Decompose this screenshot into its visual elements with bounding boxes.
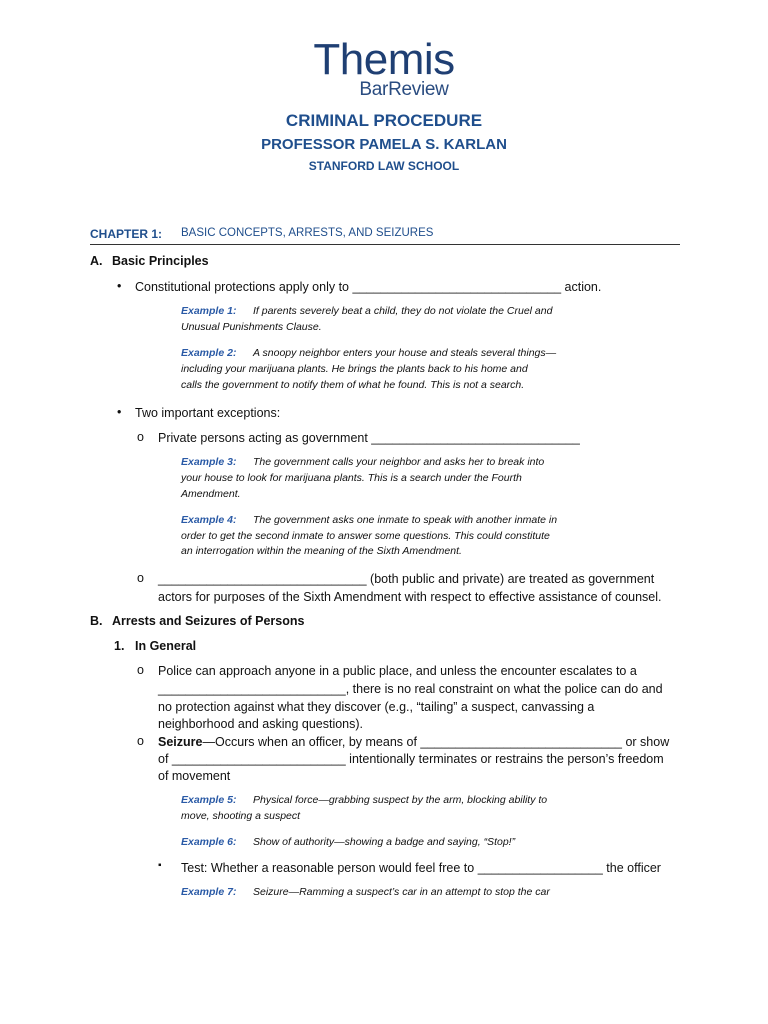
circle-bullet-glyph: o xyxy=(137,430,144,444)
subsection-1-marker: 1. xyxy=(114,639,125,653)
square-bullet-glyph: ▪ xyxy=(158,860,162,871)
paragraph-seizure xyxy=(158,734,669,752)
example-4-line-3: an interrogation within the meaning of the Sixth Amendment. xyxy=(181,545,462,557)
example-5 xyxy=(181,793,547,809)
example-4 xyxy=(181,513,557,529)
circle-bullet-glyph: o xyxy=(137,663,144,677)
circle-bullet-glyph: o xyxy=(137,571,144,585)
example-label: Example 7: xyxy=(181,886,237,898)
example-5-line-2: move, shooting a suspect xyxy=(181,810,301,822)
school-name: STANFORD LAW SCHOOL xyxy=(308,159,460,173)
sub-bullet-public-private: ______________________________ (both public and private) are treated as government xyxy=(158,572,655,586)
paragraph-police-approach-line-2: ___________________________, there is no real constraint on what the police can do and xyxy=(158,682,663,696)
logo-wordmark: Themis xyxy=(313,35,455,84)
example-6 xyxy=(181,835,515,851)
example-3-line-2: your house to look for marijuana plants. This is a search under the Fourth xyxy=(181,472,522,484)
example-2 xyxy=(181,346,556,362)
bullet-glyph: • xyxy=(117,279,122,293)
paragraph-police-approach-line-4: neighborhood and asking questions). xyxy=(158,717,364,731)
example-label: Example 1: xyxy=(181,305,237,317)
paragraph-seizure-line-3: of movement xyxy=(158,769,231,783)
example-7 xyxy=(181,885,550,901)
example-4-line-2: order to get the second inmate to answer some questions. This could constitute xyxy=(181,530,550,542)
term-seizure: Seizure xyxy=(158,735,203,749)
chapter-title: BASIC CONCEPTS, ARRESTS, AND SEIZURES xyxy=(181,227,434,239)
author-name: PROFESSOR PAMELA S. KARLAN xyxy=(261,136,507,153)
example-label: Example 5: xyxy=(181,794,237,806)
example-1-line-2: Unusual Punishments Clause. xyxy=(181,321,322,333)
circle-bullet-glyph: o xyxy=(137,734,144,748)
section-b-heading: Arrests and Seizures of Persons xyxy=(112,614,305,628)
seizure-definition: —Occurs when an officer, by means of _____________________________ or show xyxy=(202,735,670,749)
example-3 xyxy=(181,455,544,471)
bullet-glyph: • xyxy=(117,405,122,419)
paragraph-police-approach: Police can approach anyone in a public place, and unless the encounter escalates to a xyxy=(158,664,637,678)
example-text: The government asks one inmate to speak with another inmate in xyxy=(253,514,558,526)
example-1 xyxy=(181,304,552,320)
section-a-marker: A. xyxy=(90,254,103,268)
section-b-marker: B. xyxy=(90,614,103,628)
example-text: The government calls your neighbor and asks her to break into xyxy=(253,456,545,468)
chapter-heading xyxy=(90,226,680,245)
chapter-number: CHAPTER 1: xyxy=(90,227,163,241)
example-text: If parents severely beat a child, they do not violate the Cruel and xyxy=(253,305,553,317)
example-3-line-3: Amendment. xyxy=(181,488,241,500)
themis-logo xyxy=(0,35,768,100)
example-label: Example 3: xyxy=(181,456,237,468)
example-text: A snoopy neighbor enters your house and steals several things— xyxy=(253,347,557,359)
test-reasonable-person: Test: Whether a reasonable person would feel free to __________________ the officer xyxy=(181,861,661,875)
paragraph-police-approach-line-3: no protection against what they discover (e.g., “tailing” a suspect, canvassing a xyxy=(158,700,595,714)
example-text: Seizure—Ramming a suspect’s car in an attempt to stop the car xyxy=(253,886,550,898)
example-label: Example 4: xyxy=(181,514,237,526)
logo-subtitle: BarReview xyxy=(359,79,449,100)
example-label: Example 6: xyxy=(181,836,237,848)
document-title: CRIMINAL PROCEDURE xyxy=(285,111,483,130)
example-label: Example 2: xyxy=(181,347,237,359)
sub-bullet-public-private-line-2: actors for purposes of the Sixth Amendment with respect to effective assistance of counsel. xyxy=(158,590,662,604)
example-text: Physical force—grabbing suspect by the arm, blocking ability to xyxy=(253,794,548,806)
example-2-line-2: including your marijuana plants. He brings the plants back to his home and xyxy=(181,363,528,375)
sub-bullet-private-persons: Private persons acting as government ______________________________ xyxy=(158,431,580,445)
bullet-constitutional-protections: Constitutional protections apply only to ______________________________ action. xyxy=(135,280,602,294)
paragraph-seizure-line-2: of _________________________ intentionally terminates or restrains the person’s freedom xyxy=(158,752,664,766)
section-a-heading: Basic Principles xyxy=(112,254,209,268)
example-2-line-3: calls the government to notify them of what he found. This is not a search. xyxy=(181,379,525,391)
bullet-two-exceptions: Two important exceptions: xyxy=(135,406,281,420)
subsection-1-heading: In General xyxy=(135,639,197,653)
example-text: Show of authority—showing a badge and saying, “Stop!” xyxy=(253,836,516,848)
